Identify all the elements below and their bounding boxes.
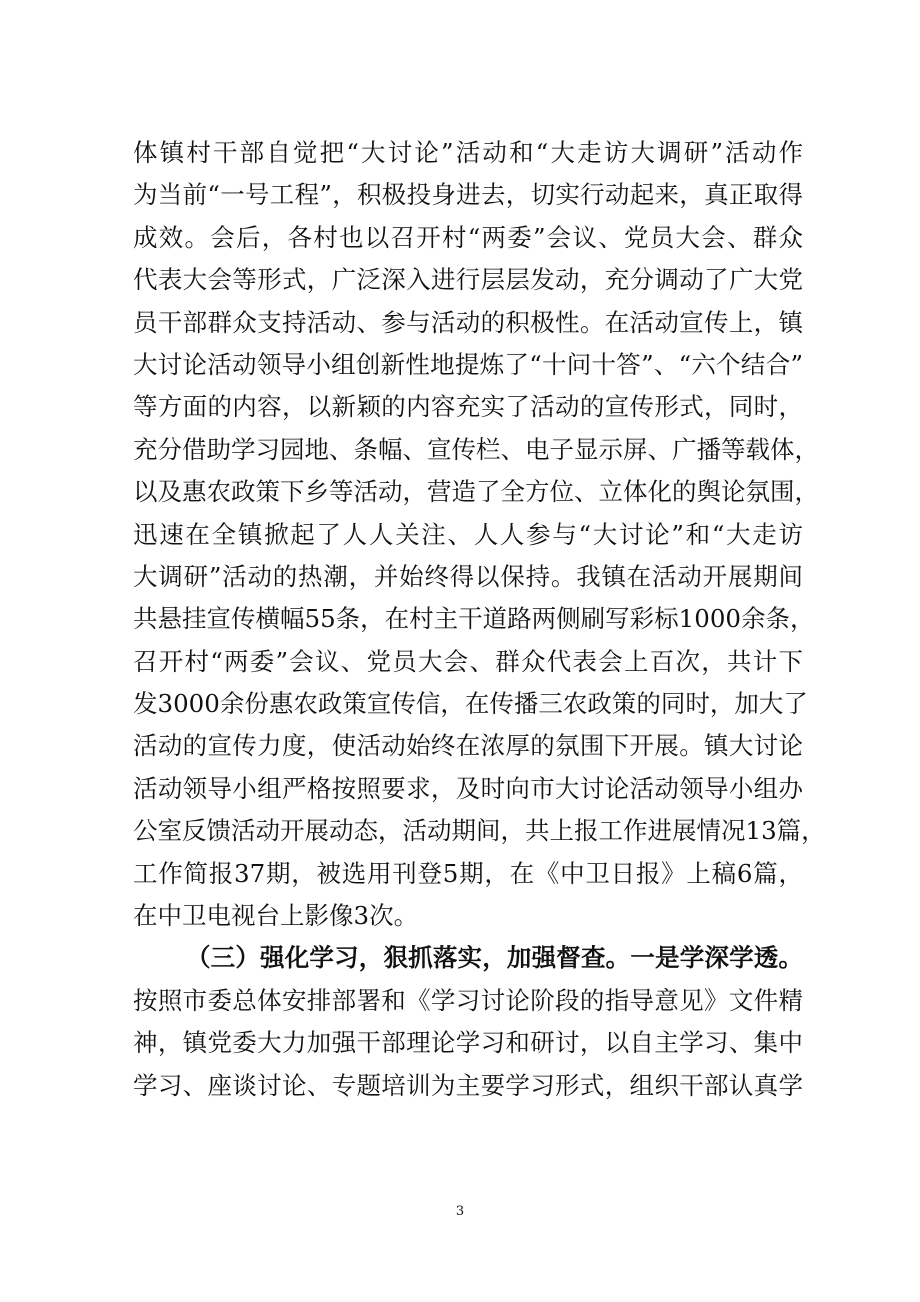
text-line: 大调研”活动的热潮，并始终得以保持。我镇在活动开展期间 bbox=[133, 561, 803, 591]
text-line: 迅速在全镇掀起了人人关注、人人参与“大讨论”和“大走访 bbox=[133, 519, 803, 549]
text-line: 为当前“一号工程”，积极投身进去，切实行动起来，真正取得 bbox=[133, 180, 803, 210]
text-line: 共悬挂宣传横幅55条，在村主干道路两侧刷写彩标1000余条， bbox=[133, 604, 815, 634]
text-line: 召开村“两委”会议、党员大会、群众代表会上百次，共计下 bbox=[133, 646, 803, 676]
text-line: 神，镇党委大力加强干部理论学习和研讨，以自主学习、集中 bbox=[133, 1028, 803, 1058]
text-line: 大讨论活动领导小组创新性地提炼了“十问十答”、“六个结合” bbox=[133, 349, 803, 379]
text-line: 发3000余份惠农政策宣传信，在传播三农政策的同时，加大了 bbox=[133, 689, 808, 719]
section-heading: （三）强化学习，狠抓落实，加强督查。一是学深学透。 bbox=[186, 943, 803, 973]
text-line: 等方面的内容，以新颖的内容充实了活动的宣传形式，同时， bbox=[133, 392, 803, 422]
text-line: 以及惠农政策下乡等活动，营造了全方位、立体化的舆论氛围， bbox=[133, 477, 819, 507]
text-line: 活动的宣传力度，使活动始终在浓厚的氛围下开展。镇大讨论 bbox=[133, 731, 803, 761]
text-line: 活动领导小组严格按照要求，及时向市大讨论活动领导小组办 bbox=[133, 773, 803, 803]
text-line: 公室反馈活动开展动态，活动期间，共上报工作进展情况13篇， bbox=[133, 816, 826, 846]
text-line: 在中卫电视台上影像3次。 bbox=[133, 901, 419, 931]
text-line: 学习、座谈讨论、专题培训为主要学习形式，组织干部认真学 bbox=[133, 1070, 803, 1100]
text-line: 体镇村干部自觉把“大讨论”活动和“大走访大调研”活动作 bbox=[133, 138, 803, 167]
text-line: 充分借助学习园地、条幅、宣传栏、电子显示屏、广播等载体， bbox=[133, 434, 819, 464]
text-line: 按照市委总体安排部署和《学习讨论阶段的指导意见》文件精 bbox=[133, 985, 803, 1015]
text-line: 工作简报37期，被选用刊登5期，在《中卫日报》上稿6篇， bbox=[133, 858, 803, 888]
text-line: 员干部群众支持活动、参与活动的积极性。在活动宣传上，镇 bbox=[133, 307, 803, 337]
body-text bbox=[133, 132, 826, 1107]
text-line: 代表大会等形式，广泛深入进行层层发动，充分调动了广大党 bbox=[133, 265, 803, 295]
page-number: 3 bbox=[455, 1204, 465, 1219]
text-line: 成效。会后，各村也以召开村“两委”会议、党员大会、群众 bbox=[133, 222, 803, 252]
